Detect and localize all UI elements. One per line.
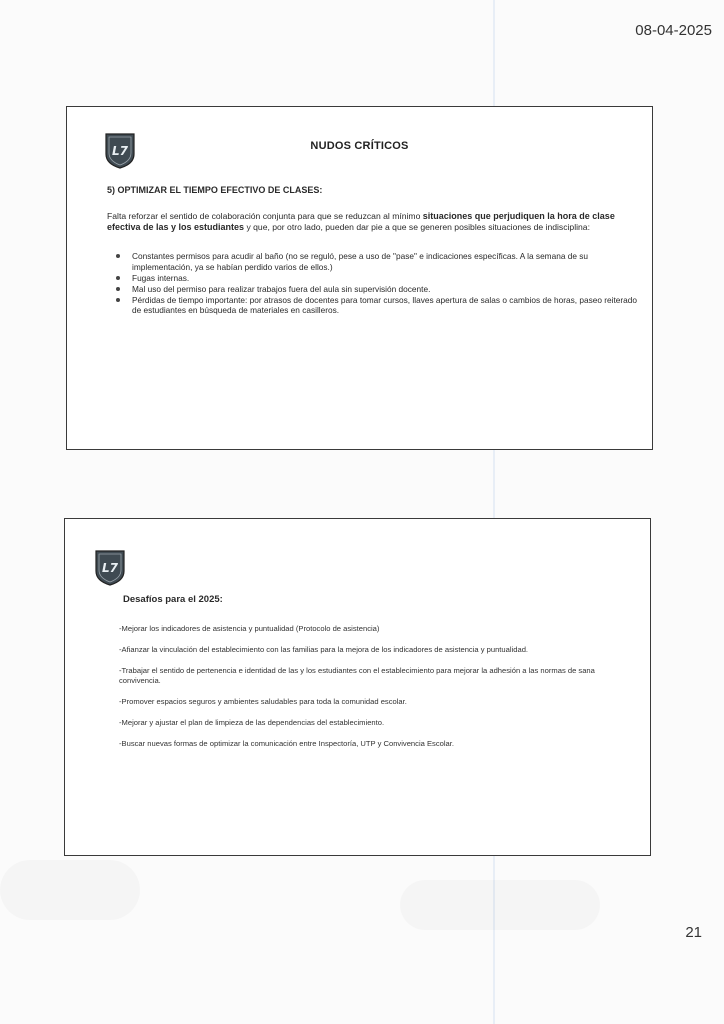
list-item: -Afianzar la vinculación del establecimiento con las familias para la mejora de los indicadores de asistencia y puntualidad.: [119, 645, 529, 654]
slide-desafios: [64, 518, 651, 856]
list-item: -Mejorar los indicadores de asistencia y puntualidad (Protocolo de asistencia): [119, 624, 380, 633]
svg-text:L7: L7: [102, 561, 118, 575]
list-item: Constantes permisos para acudir al baño (no se reguló, pese a uso de "pase" e indicaciones específicas. A la semana de su implementación, ya se habían perdido varios de ellos.): [132, 251, 647, 272]
svg-text:L7: L7: [112, 144, 128, 158]
school-crest-icon: [93, 547, 127, 587]
list-item: -Promover espacios seguros y ambientes saludables para toda la comunidad escolar.: [119, 696, 407, 706]
list-item: -Trabajar el sentido de pertenencia e identidad de las y los estudiantes con el establecimiento para mejorar la adhesión a las normas de sana convivencia.: [119, 666, 595, 685]
scan-smudge: [400, 880, 600, 930]
intro-paragraph: Falta reforzar el sentido de colaboración conjunta para que se reduzcan al mínimo situaciones que perjudiquen la hora de clase efectiva de las y los estudiantes y que, por otro lado, pueden dar pie a que se generen posibles situaciones de indisciplina:: [107, 211, 615, 232]
list-item: -Buscar nuevas formas de optimizar la comunicación entre Inspectoría, UTP y Convivencia Escolar.: [119, 738, 454, 748]
page-date: 08-04-2025: [635, 22, 712, 39]
issues-list: [112, 251, 647, 316]
list-item: -Mejorar y ajustar el plan de limpieza de las dependencias del establecimiento.: [119, 717, 385, 727]
slide-nudos-criticos: [66, 106, 653, 450]
challenges-list: [119, 624, 629, 760]
challenges-title: Desafíos para el 2025:: [123, 594, 223, 605]
list-item: Mal uso del permiso para realizar trabajos fuera del aula sin supervisión docente.: [132, 284, 647, 295]
list-item: Fugas internas.: [132, 273, 647, 284]
list-item: Pérdidas de tiempo importante: por atrasos de docentes para tomar cursos, llaves apertura de salas o cambios de horas, paseo reiterado de estudiantes en búsqueda de materiales en casilleros.: [132, 295, 647, 316]
slide-title: NUDOS CRÍTICOS: [310, 140, 409, 152]
section-heading: 5) OPTIMIZAR EL TIEMPO EFECTIVO DE CLASES:: [107, 185, 323, 195]
page-number: 21: [685, 924, 702, 941]
scan-smudge: [0, 860, 140, 920]
